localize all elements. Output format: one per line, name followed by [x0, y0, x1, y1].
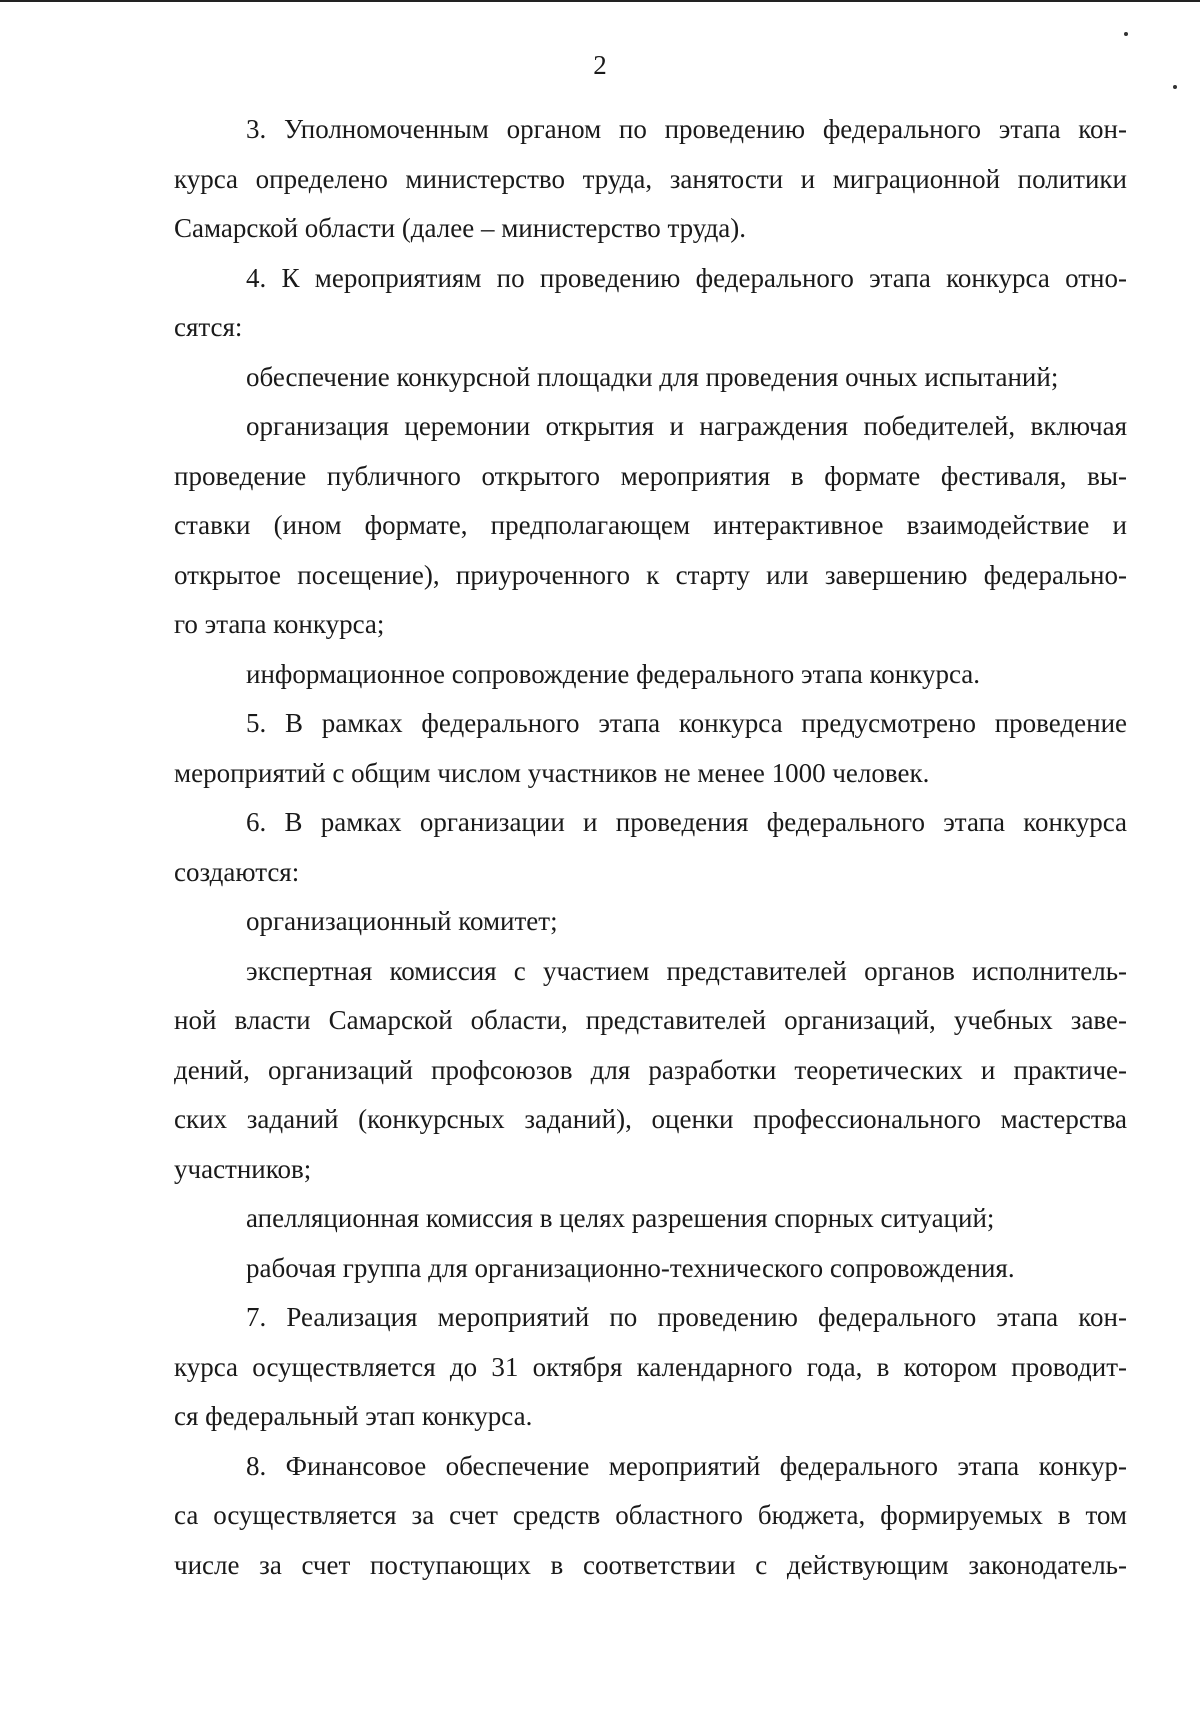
list-item-line: проведение публичного открытого мероприятия в формате фестиваля, вы- — [174, 460, 1127, 491]
paragraph-6-line: создаются: — [174, 856, 300, 887]
paragraph-5-line: мероприятий с общим числом участников не менее 1000 человек. — [174, 757, 930, 788]
paragraph-8-line: числе за счет поступающих в соответствии с действующим законодатель- — [174, 1549, 1127, 1580]
list-item-line: ских заданий (конкурсных заданий), оценки профессионального мастерства — [174, 1104, 1127, 1134]
list-item-line: обеспечение конкурсной площадки для проведения очных испытаний; — [246, 361, 1059, 392]
list-item-line: ной власти Самарской области, представителей организаций, учебных заве- — [174, 1005, 1127, 1035]
paragraph-3-line: 3. Уполномоченным органом по проведению федерального этапа кон- — [246, 114, 1127, 144]
list-item-line: организационный комитет; — [246, 906, 558, 936]
paragraph-7-line: 7. Реализация мероприятий по проведению федерального этапа кон- — [246, 1302, 1127, 1332]
paragraph-8-line: 8. Финансовое обеспечение мероприятий федерального этапа конкур- — [246, 1450, 1127, 1481]
list-item-line: участников; — [174, 1153, 312, 1184]
page-number: 2 — [593, 50, 607, 80]
list-item-line: го этапа конкурса; — [174, 609, 385, 639]
paragraph-4-line: сятся: — [174, 312, 243, 342]
paragraph-4-line: 4. К мероприятиям по проведению федерального этапа конкурса отно- — [246, 262, 1127, 293]
paragraph-3-line: Самарской области (далее – министерство труда). — [174, 213, 747, 243]
list-item-line: апелляционная комиссия в целях разрешения спорных ситуаций; — [246, 1203, 995, 1233]
paragraph-6-line: 6. В рамках организации и проведения федерального этапа конкурса — [246, 807, 1127, 837]
paragraph-8-line: са осуществляется за счет средств областного бюджета, формируемых в том — [174, 1500, 1127, 1530]
list-item-line: рабочая группа для организационно-технического сопровождения. — [246, 1252, 1015, 1283]
paragraph-7-line: курса осуществляется до 31 октября календарного года, в котором проводит- — [174, 1351, 1127, 1382]
list-item-line: экспертная комиссия с участием представителей органов исполнитель- — [246, 955, 1127, 986]
paragraph-5-line: 5. В рамках федерального этапа конкурса предусмотрено проведение — [246, 708, 1127, 738]
paragraph-3-line: курса определено министерство труда, занятости и миграционной политики — [174, 163, 1127, 194]
list-item-line: организация церемонии открытия и награждения победителей, включая — [246, 411, 1127, 441]
scan-speck — [1173, 85, 1177, 89]
document-body — [174, 105, 1127, 1590]
list-item-line: открытое посещение), приуроченного к старту или завершению федерально- — [174, 559, 1127, 590]
top-border-line — [0, 0, 1200, 2]
list-item-line: дений, организаций профсоюзов для разработки теоретических и практиче- — [174, 1054, 1127, 1085]
paragraph-7-line: ся федеральный этап конкурса. — [174, 1401, 533, 1431]
list-item-line: ставки (ином формате, предполагающем интерактивное взаимодействие и — [174, 510, 1127, 540]
list-item-line: информационное сопровождение федерального этапа конкурса. — [246, 658, 981, 689]
scan-speck — [1124, 32, 1128, 36]
